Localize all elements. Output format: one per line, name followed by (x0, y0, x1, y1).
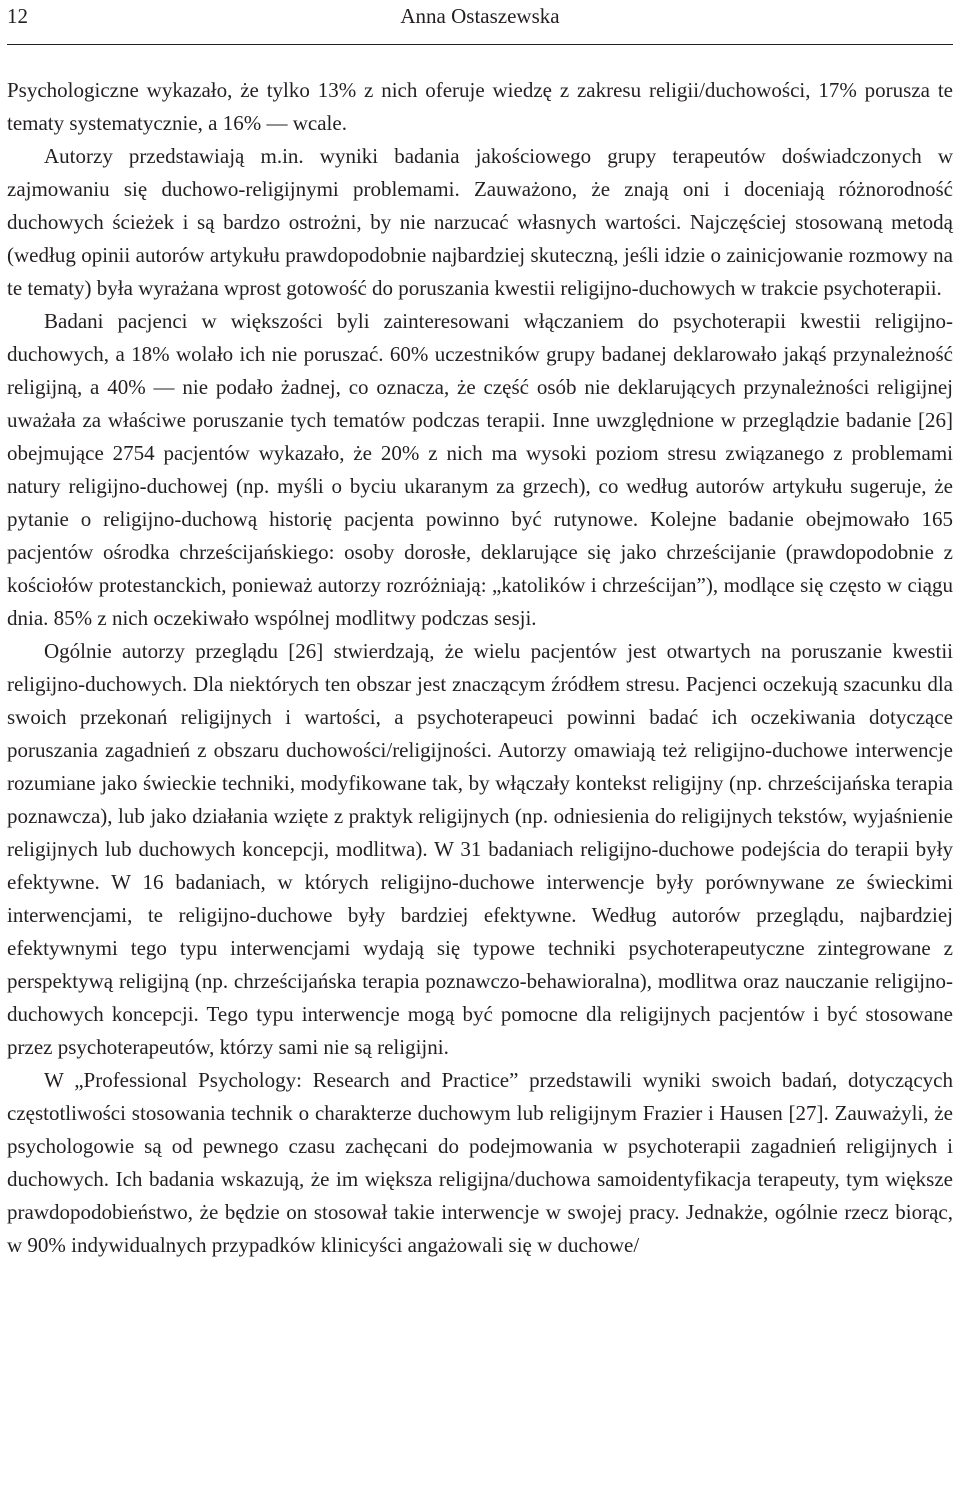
paragraph-2: Autorzy przedstawiają m.in. wyniki badania jakościowego grupy terapeutów doświadczonych w zajmowaniu się duchowo-religijnymi problemami. Zauważono, że znają oni i doceniają różnorodność duchowych ścieżek i są bardzo ostrożni, by nie narzucać własnych wartości. Najczęściej stosowaną metodą (według opinii autorów artykułu prawdopodobnie najbardziej skuteczną, jeśli idzie o zainicjowanie rozmowy na te tematy) była wyrażana wprost gotowość do poruszania kwestii religijno-duchowych w trakcie psychoterapii. (7, 144, 953, 300)
paragraph-3: Badani pacjenci w większości byli zainteresowani włączaniem do psychoterapii kwestii religijno-duchowych, a 18% wolało ich nie poruszać. 60% uczestników grupy badanej deklarowało jakąś przynależność religijną, a 40% — nie podało żadnej, co oznacza, że część osób nie deklarujących przynależności religijnej uważała za właściwe poruszanie tych tematów podczas terapii. Inne uwzględnione w przeglądzie badanie [26] obejmujące 2754 pacjentów wykazało, że 20% z nich ma wysoki poziom stresu związanego z problemami natury religijno-duchowej (np. myśli o byciu ukaranym za grzech), co według autorów artykułu sugeruje, że pytanie o religijno-duchową historię pacjenta powinno być rutynowe. Kolejne badanie obejmowało 165 pacjentów ośrodka chrześcijańskiego: osoby dorosłe, deklarujące się jako chrześcijanie (prawdopodobnie z kościołów protestanckich, ponieważ autorzy rozróżniają: „katolików i chrześcijan”), modlące się często w ciągu dnia. 85% z nich oczekiwało wspólnej modlitwy podczas sesji. (7, 309, 953, 630)
running-author: Anna Ostaszewska (400, 4, 560, 28)
paragraph-1: Psychologiczne wykazało, że tylko 13% z nich oferuje wiedzę z zakresu religii/duchowości, 17% porusza te tematy systematycznie, a 16% — wcale. (7, 78, 953, 135)
page-number: 12 (7, 4, 28, 28)
paragraph-5: W „Professional Psychology: Research and Practice” przedstawili wyniki swoich badań, dotyczących częstotliwości stosowania technik o charakterze duchowym lub religijnym Frazier i Hausen [27]. Zauważyli, że psychologowie są od pewnego czasu zachęcani do podejmowania w psychoterapii zagadnień religijnych i duchowych. Ich badania wskazują, że im większa religijna/duchowa samoidentyfikacja terapeuty, tym większe prawdopodobieństwo, że będzie on stosował takie interwencje w swojej pracy. Jednakże, ogólnie rzecz biorąc, w 90% indywidualnych przypadków klinicyści angażowali się w duchowe/ (7, 1068, 953, 1257)
running-header (7, 0, 953, 32)
paragraph-4: Ogólnie autorzy przeglądu [26] stwierdzają, że wielu pacjentów jest otwartych na poruszanie kwestii religijno-duchowych. Dla niektórych ten obszar jest znaczącym źródłem stresu. Pacjenci oczekują szacunku dla swoich przekonań religijnych i wartości, a psychoterapeuci powinni badać ich oczekiwania dotyczące poruszania zagadnień z obszaru duchowości/religijności. Autorzy omawiają też religijno-duchowe interwencje rozumiane jako świeckie techniki, modyfikowane tak, by włączały kontekst religijny (np. chrześcijańska terapia poznawcza), lub jako działania wzięte z praktyk religijnych (np. odniesienia do religijnych tekstów, wyjaśnienie religijnych lub duchowych koncepcji, modlitwa). W 31 badaniach religijno-duchowe podejścia do terapii były efektywne. W 16 badaniach, w których religijno-duchowe interwencje były porównywane ze świeckimi interwencjami, te religijno-duchowe były bardziej efektywne. Według autorów przeglądu, najbardziej efektywnymi tego typu interwencjami wydają się typowe techniki psychoterapeutyczne zintegrowane z perspektywą religijną (np. chrześcijańska terapia poznawczo-behawioralna), modlitwa oraz nauczanie religijno-duchowych koncepcji. Tego typu interwencje mogą być pomocne dla religijnych pacjentów i być stosowane przez psychoterapeutów, którzy sami nie są religijni. (7, 639, 953, 1059)
header-rule (7, 44, 953, 45)
body-text (7, 74, 953, 1262)
